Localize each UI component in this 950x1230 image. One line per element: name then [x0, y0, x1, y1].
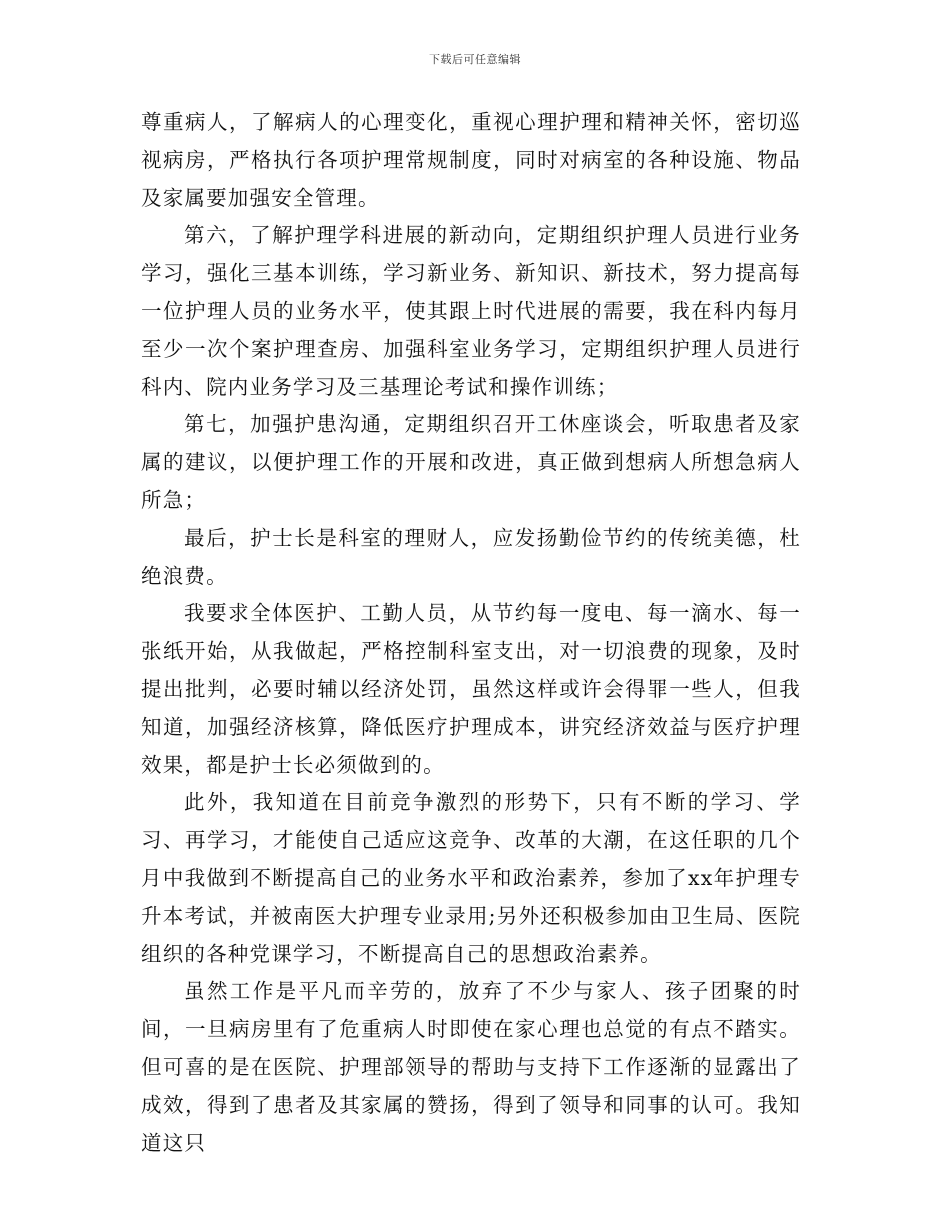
paragraph-1: 尊重病人，了解病人的心理变化，重视心理护理和精神关怀，密切巡视病房，严格执行各项护理常规制度，同时对病室的各种设施、物品及家属要加强安全管理。: [141, 110, 801, 210]
paragraph-3: 第七，加强护患沟通，定期组织召开工休座谈会，听取患者及家属的建议，以便护理工作的开展和改进，真正做到想病人所想急病人所急；: [141, 412, 801, 512]
paragraph-7: 虽然工作是平凡而辛劳的，放弃了不少与家人、孩子团聚的时间，一旦病房里有了危重病人时即使在家心理也总觉的有点不踏实。但可喜的是在医院、护理部领导的帮助与支持下工作逐渐的显露出了成效，得到了患者及其家属的赞扬，得到了领导和同事的认可。我知道这只: [141, 979, 801, 1155]
page-header-note: 下载后可任意编辑: [429, 53, 521, 66]
paragraph-4: 最后，护士长是科室的理财人，应发扬勤俭节约的传统美德，杜绝浪费。: [141, 525, 801, 588]
paragraph-6: 此外，我知道在目前竞争激烈的形势下，只有不断的学习、学习、再学习，才能使自己适应这竞争、改革的大潮，在这任职的几个月中我做到不断提高自己的业务水平和政治素养，参加了xx年护理专升本考试，并被南医大护理专业录用;另外还积极参加由卫生局、医院组织的各种党课学习，不断提高自己的思想政治素养。: [141, 790, 801, 966]
paragraph-2: 第六，了解护理学科进展的新动向，定期组织护理人员进行业务学习，强化三基本训练，学习新业务、新知识、新技术，努力提高每一位护理人员的业务水平，使其跟上时代进展的需要，我在科内每月至少一次个案护理查房、加强科室业务学习，定期组织护理人员进行科内、院内业务学习及三基理论考试和操作训练；: [141, 223, 801, 399]
document-body: [141, 104, 801, 1162]
paragraph-5: 我要求全体医护、工勤人员，从节约每一度电、每一滴水、每一张纸开始，从我做起，严格控制科室支出，对一切浪费的现象，及时提出批判，必要时辅以经济处罚，虽然这样或许会得罪一些人，但我知道，加强经济核算，降低医疗护理成本，讲究经济效益与医疗护理效果，都是护士长必须做到的。: [141, 601, 801, 777]
